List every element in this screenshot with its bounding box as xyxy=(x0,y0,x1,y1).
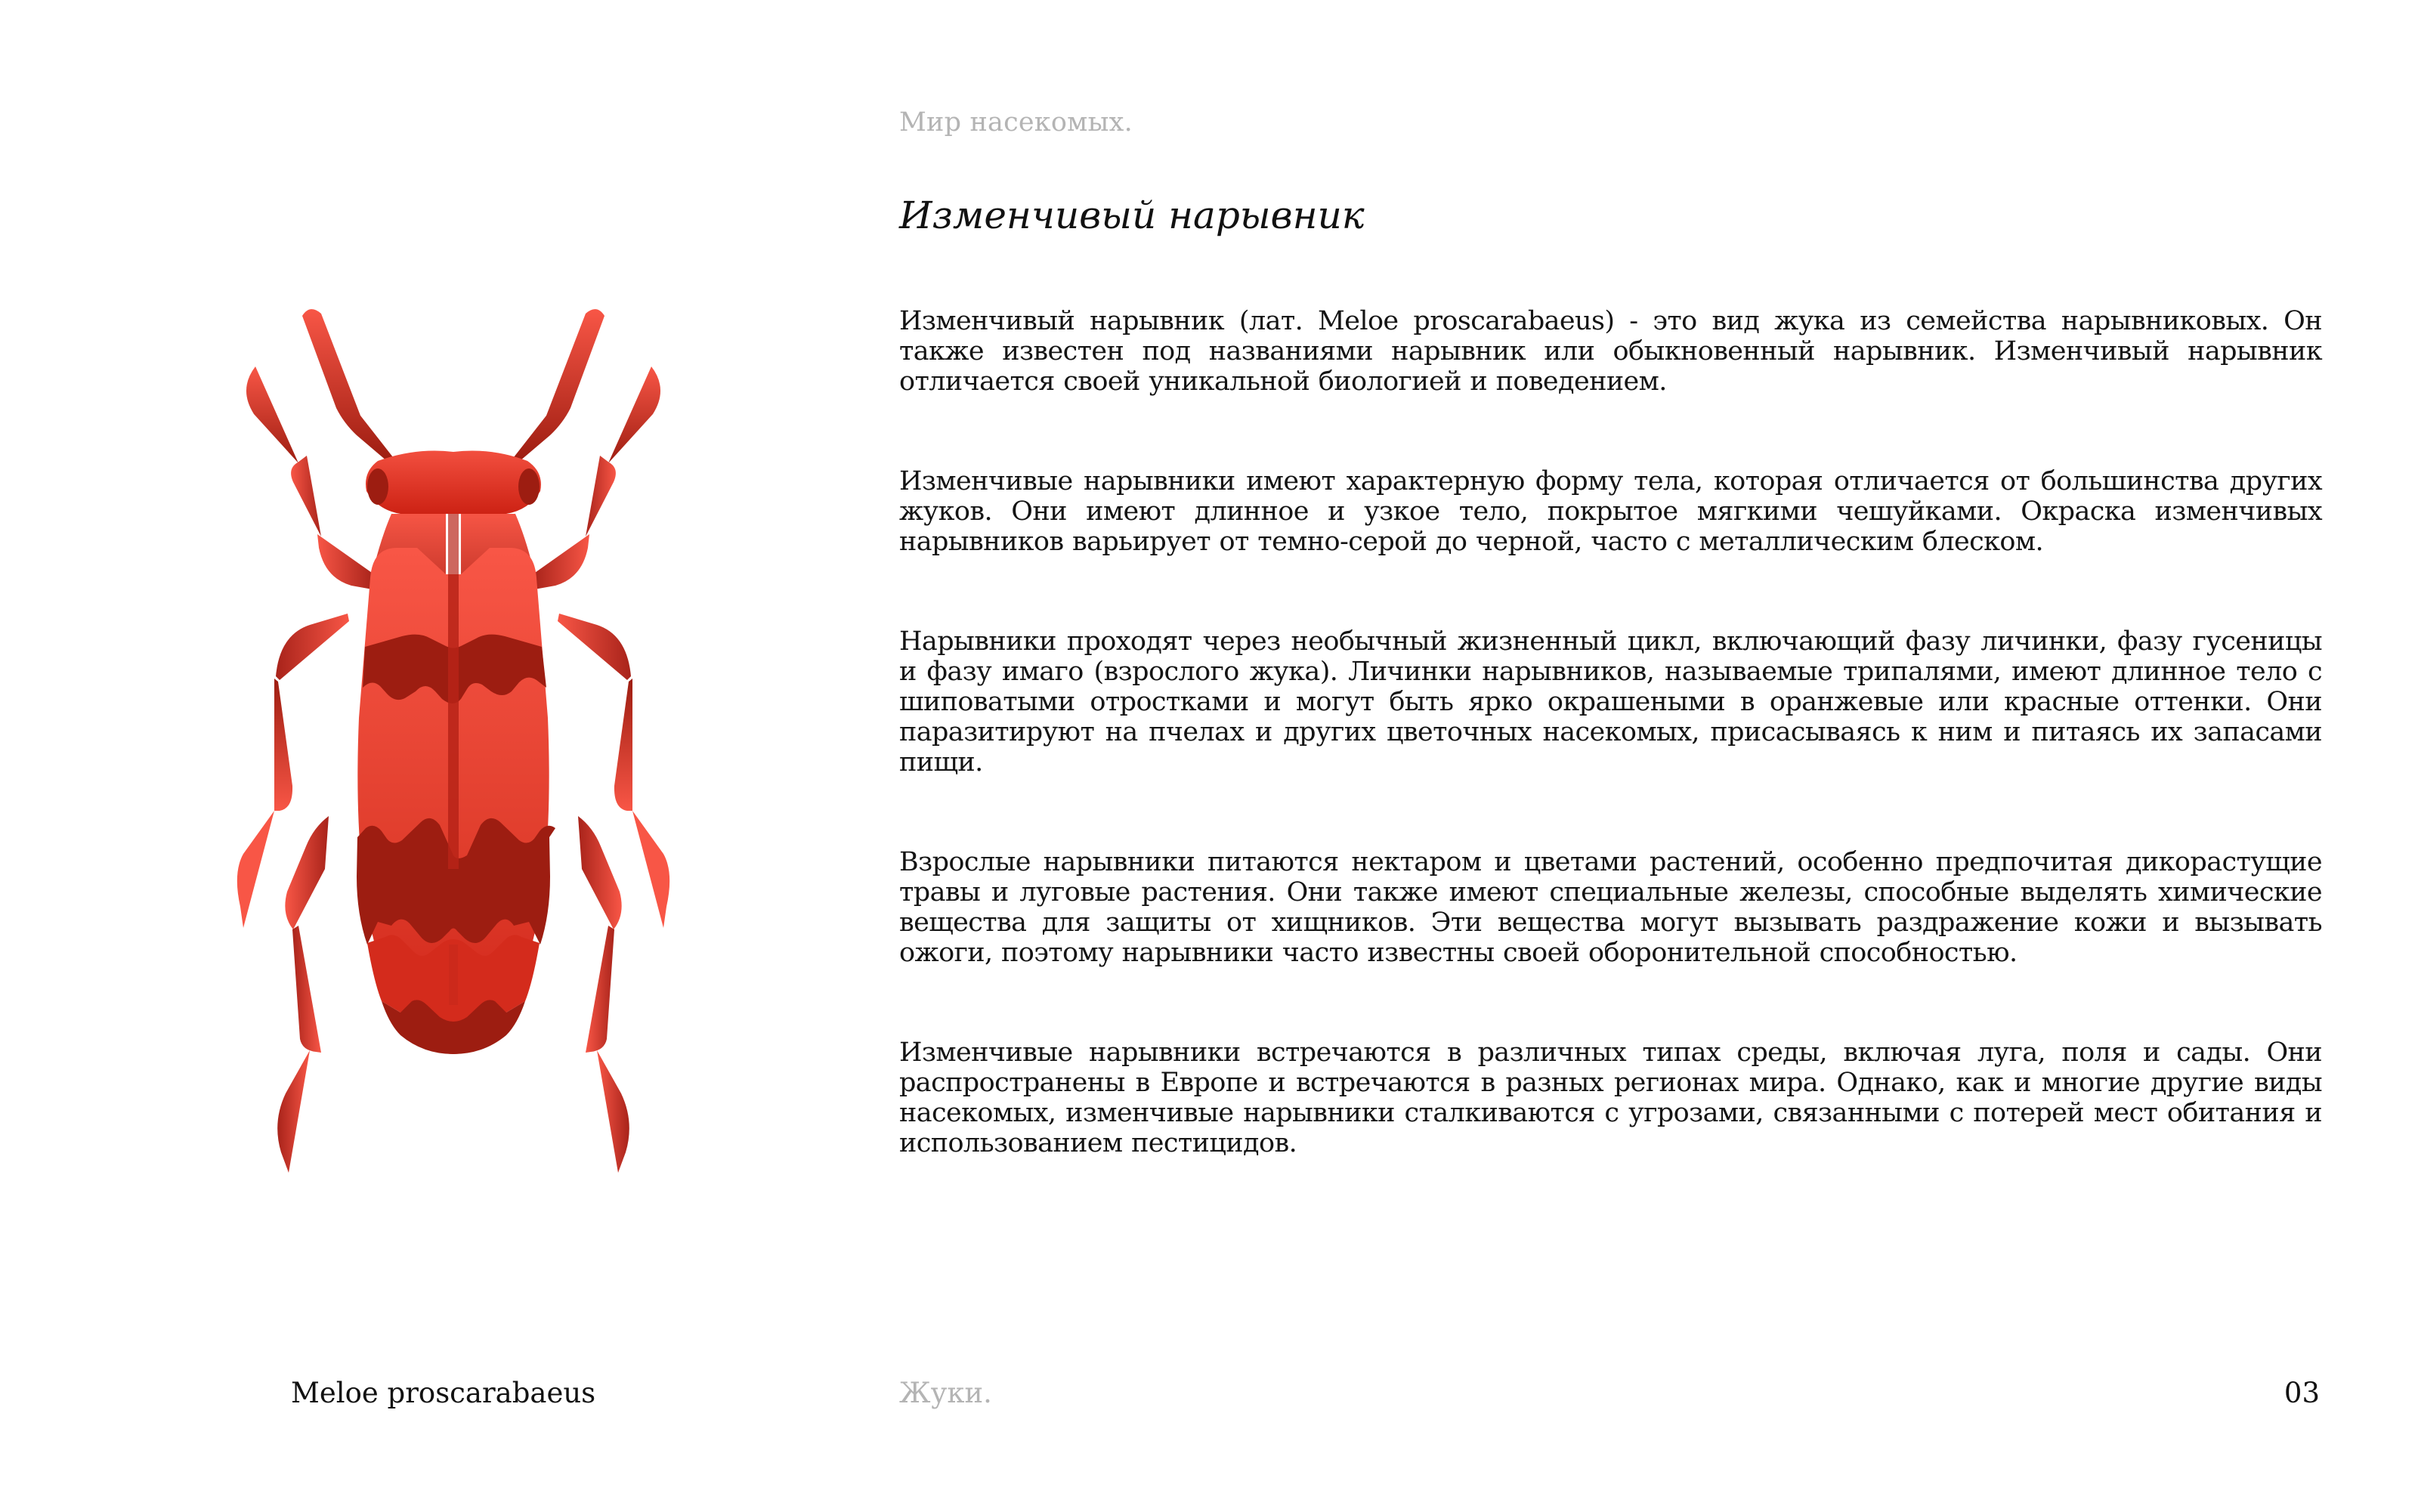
paragraph-diet-defense: Взрослые нарывники питаются нектаром и цветами растений, особенно предпочитая дикорастущие травы и луговые растения. Они также имеют специальные железы, способные выделять химические вещества для защиты от хищников. Эти вещества могут вызывать раздражение кожи и вызывать ожоги, поэтому нарывники часто известны своей оборонительной способностью. xyxy=(899,847,2322,968)
footer-section-label: Жуки. xyxy=(899,1377,992,1409)
beetle-icon xyxy=(227,287,680,1194)
running-header: Мир насекомых. xyxy=(899,107,1133,138)
article-body xyxy=(899,306,2322,1228)
paragraph-intro: Изменчивый нарывник (лат. Meloe proscarabaeus) - это вид жука из семейства нарывниковых. Он также известен под названиями нарывник или обыкновенный нарывник. Изменчивый нарывник отличается своей уникальной биологией и поведением. xyxy=(899,306,2322,397)
article-title: Изменчивый нарывник xyxy=(899,193,1365,237)
footer-species-name: Meloe proscarabaeus xyxy=(291,1377,596,1409)
paragraph-habitat: Изменчивые нарывники встречаются в различных типах среды, включая луга, поля и сады. Они распространены в Европе и встречаются в разных регионах мира. Однако, как и многие другие виды насекомых, изменчивые нарывники сталкиваются с угрозами, связанными с потерей мест обитания и использованием пестицидов. xyxy=(899,1037,2322,1158)
paragraph-appearance: Изменчивые нарывники имеют характерную форму тела, которая отличается от большинства других жуков. Они имеют длинное и узкое тело, покрытое мягкими чешуйками. Окраска изменчивых нарывников варьирует от темно-серой до черной, часто с металлическим блеском. xyxy=(899,466,2322,557)
paragraph-life-cycle: Нарывники проходят через необычный жизненный цикл, включающий фазу личинки, фазу гусеницы и фазу имаго (взрослого жука). Личинки нарывников, называемые трипалями, имеют длинное тело с шиповатыми отростками и могут быть ярко окрашеными в оранжевые или красные оттенки. Они паразитируют на пчелах и других цветочных насекомых, присасываясь к ним и питаясь их запасами пищи. xyxy=(899,626,2322,778)
page-number: 03 xyxy=(2283,1377,2320,1409)
beetle-illustration xyxy=(227,287,680,1194)
